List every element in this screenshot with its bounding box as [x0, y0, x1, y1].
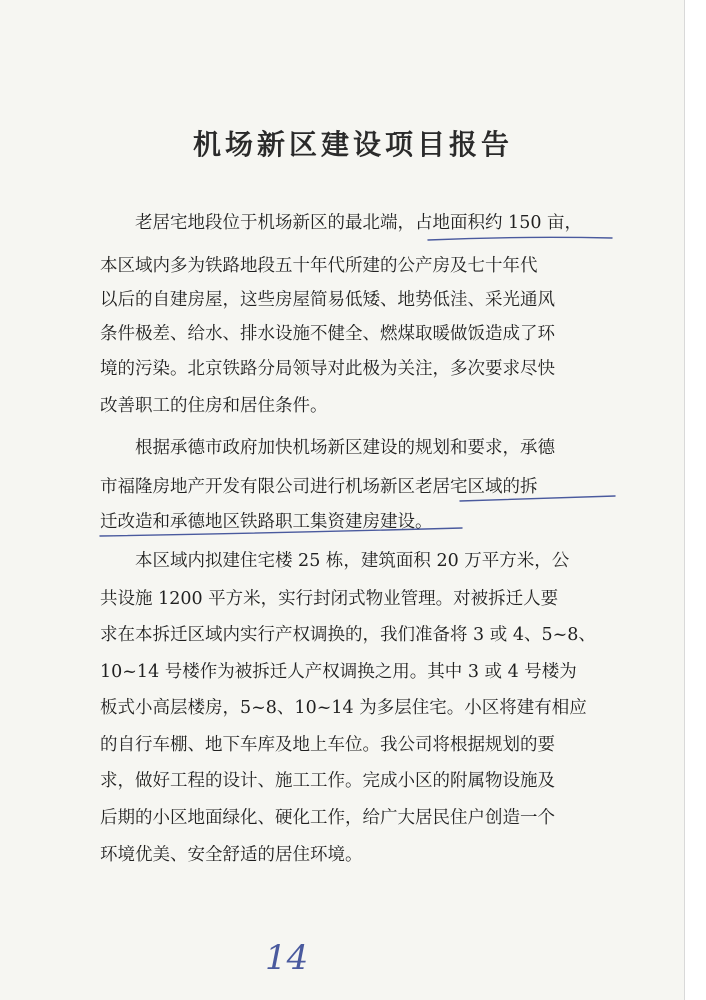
paragraph-3-line-2: 共设施 1200 平方米，实行封闭式物业管理。对被拆迁人要: [100, 589, 559, 609]
paragraph-1-line-4: 条件极差、给水、排水设施不健全、燃煤取暖做饭造成了环: [100, 324, 555, 344]
paragraph-3-line-3: 求在本拆迁区域内实行产权调换的，我们准备将 3 或 4、5~8、: [100, 625, 596, 645]
paragraph-2-line-1: 根据承德市政府加快机场新区建设的规划和要求，承德: [135, 438, 555, 458]
paragraph-1-line-5: 境的污染。北京铁路分局领导对此极为关注，多次要求尽快: [100, 359, 555, 379]
paragraph-1-line-3: 以后的自建房屋，这些房屋简易低矮、地势低洼、采光通风: [100, 290, 555, 310]
paragraph-3-line-9: 环境优美、安全舒适的居住环境。: [100, 845, 363, 865]
handwritten-page-number: 14: [265, 938, 309, 978]
paragraph-3-line-1: 本区域内拟建住宅楼 25 栋，建筑面积 20 万平方米，公: [135, 551, 570, 571]
paragraph-3-line-5: 板式小高层楼房，5~8、10~14 为多层住宅。小区将建有相应: [100, 698, 587, 718]
paragraph-3-line-4: 10~14 号楼作为被拆迁人产权调换之用。其中 3 或 4 号楼为: [100, 662, 577, 682]
paragraph-1-line-6: 改善职工的住房和居住条件。: [100, 396, 328, 416]
paragraph-1-line-2: 本区域内多为铁路地段五十年代所建的公产房及七十年代: [100, 256, 538, 276]
paragraph-3-line-8: 后期的小区地面绿化、硬化工作，给广大居民住户创造一个: [100, 808, 555, 828]
paragraph-3-line-7: 求，做好工程的设计、施工工作。完成小区的附属物设施及: [100, 771, 555, 791]
paragraph-2-line-2: 市福隆房地产开发有限公司进行机场新区老居宅区域的拆: [100, 477, 538, 497]
document-title: 机场新区建设项目报告: [192, 128, 513, 161]
paragraph-3-line-6: 的自行车棚、地下车库及地上车位。我公司将根据规划的要: [100, 735, 555, 755]
paragraph-1-line-1: 老居宅地段位于机场新区的最北端，占地面积约 150 亩，: [135, 213, 583, 233]
paragraph-2-line-3: 迁改造和承德地区铁路职工集资建房建设。: [100, 512, 433, 532]
pen-underline-1: [428, 237, 612, 240]
